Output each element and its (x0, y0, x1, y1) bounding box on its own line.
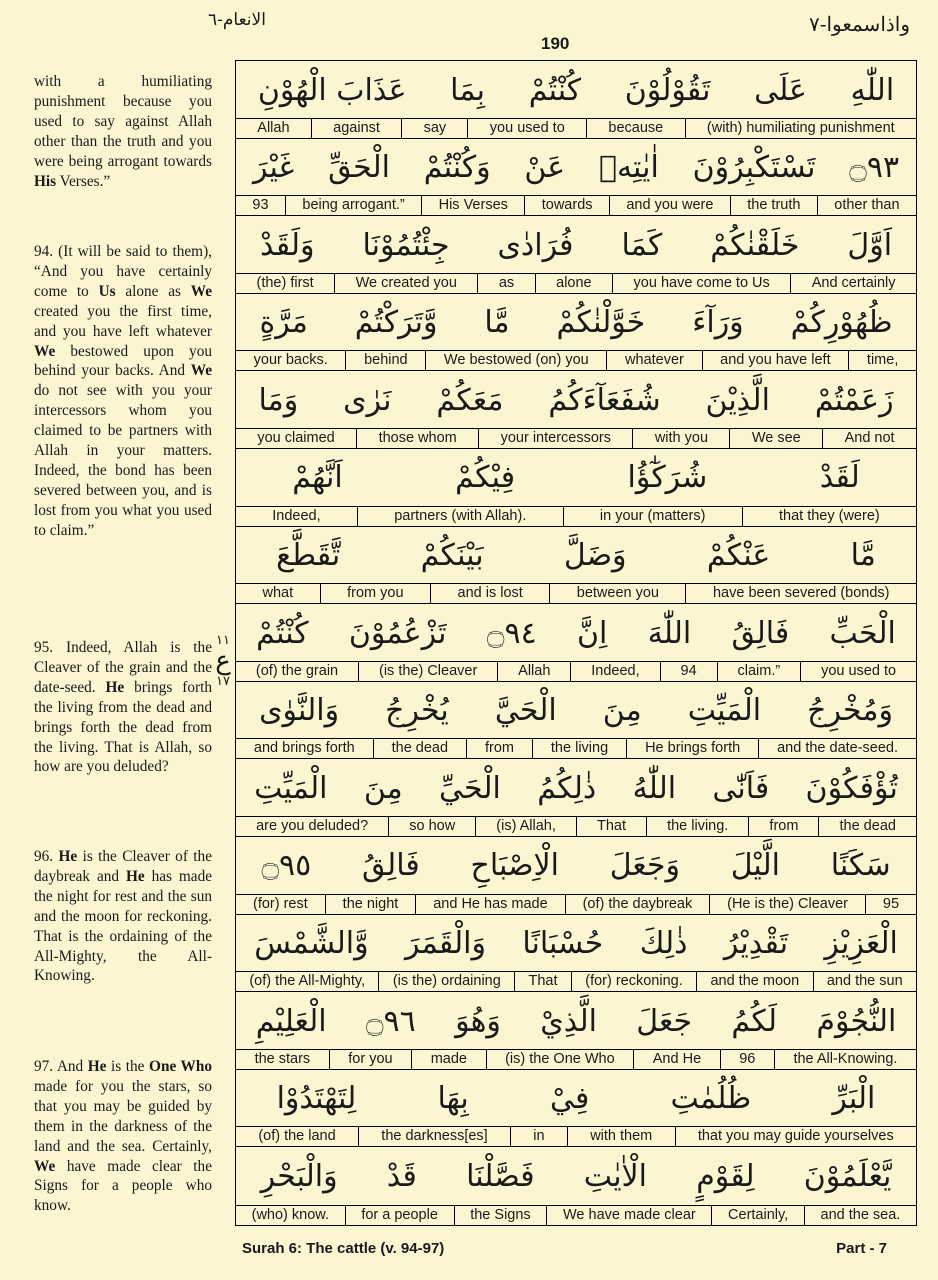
arabic-word: فَالِقُ (731, 615, 790, 651)
arabic-word: الْعَزِيْزِ (824, 926, 898, 962)
commentary-paragraph: 95. Indeed, Allah is the Cleaver of the grain and the date-seed. He brings forth the living from the dead and brings forth the dead from the living. That is Allah, so how are you deluded? (34, 639, 212, 776)
english-gloss: and the date-seed. (758, 739, 916, 758)
arabic-word: الْاِصْبَاحِ (470, 848, 559, 884)
arabic-word: وَجَعَلَ (609, 848, 680, 884)
arabic-word: النُّجُوْمَ (816, 1003, 897, 1039)
arabic-word: شُرَكٰٓؤُا (627, 460, 708, 496)
english-gloss: because (586, 119, 684, 138)
english-gloss: the Signs (454, 1206, 547, 1225)
arabic-word: سَكَنًا (830, 848, 891, 884)
arabic-word: اَوَّلَ (847, 227, 893, 263)
commentary-paragraph: 97. And He is the One Who made for you the stars, so that you may be guided by them in the darkness of the land and the sea. Certainly, We have made clear the Signs for a people who know. (34, 1058, 212, 1215)
arabic-word: فُرَادٰى (497, 227, 574, 263)
english-gloss: so how (388, 817, 475, 836)
english-gloss-line (236, 195, 916, 215)
arabic-line (236, 837, 916, 895)
verse-row (236, 216, 916, 294)
english-gloss: between you (549, 584, 685, 603)
english-gloss: towards (524, 196, 609, 215)
english-gloss: (who) know. (251, 1206, 329, 1223)
english-gloss-line (236, 1205, 916, 1225)
english-gloss-line (236, 273, 916, 293)
commentary-paragraph: with a humiliating punishment because you used to say against Allah other than the truth and you were being arrogant towards His Verses.” (34, 73, 212, 190)
arabic-word: لِقَوْمٍ (696, 1158, 755, 1194)
english-gloss: behind (345, 351, 425, 370)
arabic-word: تَزْعُمُوْنَ (348, 615, 447, 651)
arabic-word: يَّعْلَمُوْنَ (803, 1158, 892, 1194)
verse-row (236, 527, 916, 605)
english-gloss: with them (567, 1127, 675, 1146)
english-gloss: Indeed, (570, 662, 659, 681)
arabic-word: وَضَلَّ (563, 538, 627, 574)
english-gloss: you used to (800, 662, 916, 681)
english-gloss: 95 (865, 895, 916, 914)
english-gloss-line (236, 894, 916, 914)
arabic-word: وَّتَرَكْتُمْ (354, 305, 438, 341)
arabic-word: خَلَقْنٰكُمْ (710, 227, 800, 263)
arabic-word: بَيْنَكُمْ (420, 538, 484, 574)
english-gloss-line (236, 816, 916, 836)
english-gloss-line (236, 971, 916, 991)
english-gloss: And He (633, 1050, 719, 1069)
verse-row (236, 837, 916, 915)
english-gloss: (of) the All-Mighty, (249, 973, 366, 990)
english-gloss: in your (matters) (563, 507, 742, 526)
english-gloss: Certainly, (711, 1206, 803, 1225)
english-gloss: (is the) Cleaver (358, 662, 497, 681)
arabic-word: فَاَنّٰى (712, 770, 770, 806)
arabic-word: وَكُنْتُمْ (423, 150, 491, 186)
page-number: 190 (541, 34, 570, 53)
arabic-word: مِنَ (363, 770, 403, 806)
english-gloss: and the sea. (804, 1206, 916, 1225)
english-gloss: that you may guide yourselves (675, 1127, 916, 1146)
arabic-word: اَنَّهُمْ (292, 460, 343, 496)
english-gloss: and you were (609, 196, 730, 215)
arabic-word: ۝٩٣ (849, 150, 900, 186)
arabic-word: ذٰلِكَ (639, 926, 688, 962)
arabic-line (236, 915, 916, 973)
english-gloss: the dead (818, 817, 916, 836)
english-gloss: say (401, 119, 467, 138)
verse-row (236, 371, 916, 449)
arabic-word: اللّٰهَ (647, 615, 692, 651)
verse-row (236, 294, 916, 372)
english-gloss: (of) the land (258, 1128, 336, 1145)
arabic-word: وَرَآءَ (692, 305, 744, 341)
commentary-paragraph: 94. (It will be said to them), “And you have certainly come to Us alone as We created you the first time, and you have left whatever We bestowed upon you behind your backs. And We do not see with you your intercessors whom you claimed to be partners with Allah in your matters. Indeed, the bond has been severed between you, and is lost from you what you used to claim.” (34, 243, 212, 539)
verse-row (236, 449, 916, 527)
english-gloss: (He is the) Cleaver (709, 895, 865, 914)
english-gloss: (is) the One Who (486, 1050, 634, 1069)
english-gloss: from (748, 817, 818, 836)
english-gloss-line (236, 428, 916, 448)
english-gloss: the dead (373, 739, 466, 758)
english-gloss: (for) rest (252, 895, 308, 912)
arabic-word: الَّذِيْنَ (705, 382, 770, 418)
ruku-marker (213, 633, 233, 689)
arabic-word: قَدْ (386, 1158, 417, 1194)
english-gloss: 93 (252, 197, 269, 214)
english-gloss: your intercessors (478, 429, 632, 448)
english-gloss: He brings forth (626, 739, 758, 758)
header-surah-name: الانعام-٦ (208, 10, 266, 30)
english-gloss: with you (632, 429, 729, 448)
arabic-word: فِيْ (549, 1081, 590, 1117)
verse-row (236, 915, 916, 993)
english-gloss: (is the) ordaining (378, 972, 514, 991)
footer-part: Part - 7 (836, 1240, 887, 1257)
english-gloss: (with) humiliating punishment (685, 119, 916, 138)
arabic-word: الْاٰيٰتِ (583, 1158, 647, 1194)
arabic-word: ۝٩٦ (365, 1003, 416, 1039)
arabic-word: الْمَيِّتِ (254, 770, 328, 806)
english-gloss: from (466, 739, 532, 758)
english-gloss: whatever (606, 351, 701, 370)
english-gloss: and is lost (430, 584, 549, 603)
arabic-word: مَّا (484, 305, 510, 341)
english-gloss-line (236, 583, 916, 603)
ruku-top-number: ١١ (216, 633, 230, 648)
arabic-word: جَعَلَ (636, 1003, 693, 1039)
arabic-line (236, 1147, 916, 1205)
english-gloss: for you (329, 1050, 411, 1069)
arabic-word: بِهَا (437, 1081, 469, 1117)
arabic-word: عَنْ (524, 150, 566, 186)
verse-row (236, 61, 916, 139)
arabic-word: عَلَى (754, 72, 807, 108)
arabic-word: نَرٰى (343, 382, 392, 418)
arabic-line (236, 992, 916, 1050)
verse-row (236, 139, 916, 217)
arabic-word: وَّالشَّمْسَ (254, 926, 369, 962)
arabic-word: تَسْتَكْبِرُوْنَ (692, 150, 816, 186)
arabic-word: كُنْتُمْ (528, 72, 582, 108)
english-gloss: being arrogant.” (285, 196, 421, 215)
english-gloss: the stars (254, 1050, 311, 1067)
arabic-word: مِنَ (602, 693, 642, 729)
english-gloss-line (236, 350, 916, 370)
english-gloss: are you deluded? (256, 817, 369, 834)
arabic-word: اللّٰهُ (632, 770, 677, 806)
arabic-line (236, 61, 916, 119)
english-gloss-line (236, 506, 916, 526)
arabic-word: وَالْقَمَرَ (404, 926, 486, 962)
english-gloss: time, (848, 351, 916, 370)
arabic-word: يُخْرِجُ (385, 693, 449, 729)
arabic-word: الْحَيِّ (439, 770, 501, 806)
arabic-word: مَّا (850, 538, 876, 574)
english-gloss: and you have left (702, 351, 849, 370)
english-gloss: from you (320, 584, 430, 603)
english-gloss: We bestowed (on) you (425, 351, 606, 370)
arabic-word: الْبَرِّ (832, 1081, 876, 1117)
english-gloss: as (477, 274, 534, 293)
arabic-line (236, 294, 916, 352)
english-gloss: you claimed (257, 429, 335, 446)
english-gloss: And certainly (790, 274, 916, 293)
english-gloss: you have come to Us (612, 274, 790, 293)
english-gloss: your backs. (253, 352, 328, 369)
arabic-line (236, 449, 916, 507)
verse-row (236, 604, 916, 682)
arabic-word: لَكُمُ (731, 1003, 778, 1039)
arabic-word: اِنَّ (577, 615, 608, 651)
arabic-word: وَالنَّوٰى (259, 693, 340, 729)
arabic-word: جِئْتُمُوْنَا (362, 227, 450, 263)
english-gloss: what (262, 585, 294, 602)
arabic-word: الْحَبِّ (829, 615, 896, 651)
arabic-word: وَالْبَحْرِ (260, 1158, 338, 1194)
english-gloss: that they (were) (742, 507, 916, 526)
english-gloss: the living (532, 739, 626, 758)
arabic-word: وَمَا (258, 382, 299, 418)
english-gloss-line (236, 118, 916, 138)
ruku-glyph: ع (215, 646, 231, 676)
english-gloss: alone (535, 274, 612, 293)
english-gloss: for a people (345, 1206, 454, 1225)
english-gloss: and brings forth (253, 740, 355, 757)
arabic-word: الَّذِيْ (540, 1003, 597, 1039)
arabic-word: فَصَّلْنَا (466, 1158, 535, 1194)
english-gloss-line (236, 738, 916, 758)
english-gloss: That (576, 817, 646, 836)
english-gloss: and He has made (415, 895, 564, 914)
arabic-word: تَقُوْلُوْنَ (624, 72, 711, 108)
footer-surah-info: Surah 6: The cattle (v. 94-97) (242, 1240, 445, 1257)
english-gloss: We see (729, 429, 822, 448)
english-gloss: and the moon (696, 972, 812, 991)
arabic-word: عَنْكُمْ (706, 538, 771, 574)
english-gloss: (the) first (256, 274, 314, 291)
ruku-bottom-number: ١٧ (216, 674, 230, 689)
header-part-name: واذاسمعوا-٧ (808, 12, 910, 36)
arabic-word: وَمُخْرِجُ (807, 693, 893, 729)
arabic-word: لَقَدْ (819, 460, 860, 496)
english-gloss: the night (325, 895, 416, 914)
arabic-word: كَمَا (621, 227, 663, 263)
english-gloss: claim.” (717, 662, 801, 681)
verse-row (236, 1147, 916, 1225)
arabic-word: ۝٩٥ (261, 848, 312, 884)
arabic-word: مَعَكُمْ (436, 382, 504, 418)
arabic-word: خَوَّلْنٰكُمْ (556, 305, 646, 341)
english-gloss: (for) reckoning. (571, 972, 696, 991)
arabic-word: الْمَيِّتِ (687, 693, 762, 729)
english-gloss: 96 (720, 1050, 774, 1069)
english-gloss: We have made clear (546, 1206, 711, 1225)
arabic-line (236, 682, 916, 740)
arabic-word: ظُهُوْرِكُمْ (790, 305, 893, 341)
arabic-word: فَالِقُ (362, 848, 420, 884)
arabic-word: عَذَابَ الْهُوْنِ (257, 72, 407, 108)
english-gloss: That (514, 972, 571, 991)
arabic-word: تُؤْفَكُوْنَ (805, 770, 898, 806)
english-gloss: the darkness[es] (358, 1127, 510, 1146)
arabic-word: وَلَقَدْ (259, 227, 315, 263)
arabic-word: الَّيْلَ (730, 848, 780, 884)
arabic-word: الْحَيَّ (494, 693, 557, 729)
english-gloss: other than (817, 196, 916, 215)
arabic-word: لِتَهْتَدُوْا (276, 1081, 357, 1117)
english-gloss: Indeed, (272, 507, 321, 524)
english-gloss: against (311, 119, 401, 138)
verse-row (236, 759, 916, 837)
english-gloss: the All-Knowing. (774, 1050, 916, 1069)
english-gloss: the living. (646, 817, 748, 836)
english-gloss: (is) Allah, (475, 817, 576, 836)
english-gloss: We created you (334, 274, 477, 293)
verse-row (236, 682, 916, 760)
english-gloss: Allah (257, 119, 290, 136)
arabic-word: اللّٰهِ (850, 72, 895, 108)
english-gloss-line (236, 1126, 916, 1146)
english-gloss-line (236, 1049, 916, 1069)
arabic-word: حُسْبَانًا (522, 926, 604, 962)
arabic-word: فِيْكُمْ (455, 460, 516, 496)
arabic-line (236, 1070, 916, 1128)
english-gloss: (of) the grain (255, 662, 339, 679)
arabic-line (236, 371, 916, 429)
arabic-word: تَقْدِيْرُ (723, 926, 789, 962)
arabic-line (236, 759, 916, 817)
arabic-word: ۝٩٤ (486, 615, 537, 651)
commentary-paragraph: 96. He is the Cleaver of the daybreak and He has made the night for rest and the sun and the moon for reckoning. That is the ordaining of the All-Mighty, the All-Knowing. (34, 848, 213, 985)
arabic-word: غَيْرَ (252, 150, 295, 186)
arabic-word: ظُلُمٰتِ (670, 1081, 752, 1117)
arabic-word: زَعَمْتُمْ (814, 382, 894, 418)
verse-row (236, 992, 916, 1070)
english-gloss: Allah (497, 662, 570, 681)
arabic-word: بِمَا (450, 72, 485, 108)
arabic-line (236, 139, 916, 197)
arabic-word: الْعَلِيْمِ (255, 1003, 327, 1039)
verse-row (236, 1070, 916, 1148)
arabic-line (236, 216, 916, 274)
arabic-word: تَّقَطَّعَ (276, 538, 341, 574)
english-gloss: (of) the daybreak (565, 895, 710, 914)
english-gloss: made (411, 1050, 485, 1069)
english-gloss: And not (822, 429, 916, 448)
english-gloss: in (510, 1127, 567, 1146)
word-by-word-grid (235, 60, 917, 1226)
arabic-word: مَرَّةٍ (259, 305, 308, 341)
english-gloss: and the sun (813, 972, 917, 991)
english-gloss: you used to (467, 119, 586, 138)
english-gloss: the truth (730, 196, 817, 215)
arabic-line (236, 604, 916, 662)
english-gloss: have been severed (bonds) (685, 584, 916, 603)
arabic-word: شُفَعَآءَكُمُ (548, 382, 661, 418)
english-gloss: partners (with Allah). (357, 507, 563, 526)
english-gloss: 94 (660, 662, 717, 681)
arabic-line (236, 527, 916, 585)
arabic-word: كُنْتُمْ (256, 615, 309, 651)
arabic-word: اٰيٰتِهٖ (598, 150, 659, 186)
english-gloss: His Verses (421, 196, 524, 215)
english-gloss: those whom (356, 429, 478, 448)
arabic-word: ذٰلِكُمُ (537, 770, 597, 806)
arabic-word: وَهُوَ (455, 1003, 501, 1039)
english-gloss-line (236, 661, 916, 681)
arabic-word: الْحَقِّ (328, 150, 390, 186)
